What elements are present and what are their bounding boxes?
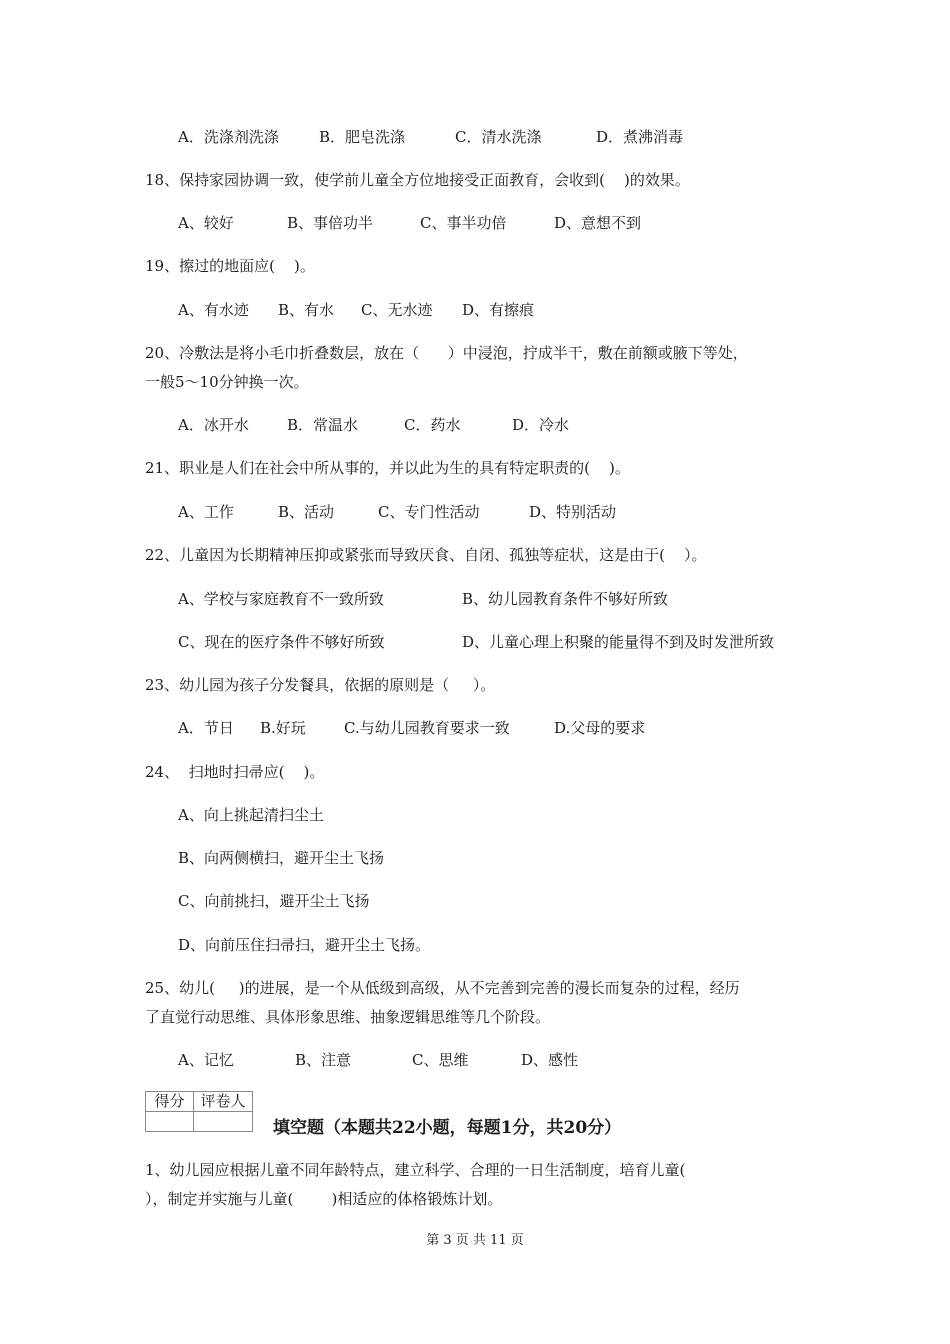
grader-cell bbox=[194, 1112, 253, 1132]
q24-option-c: C、向前挑扫，避开尘土飞扬 bbox=[178, 892, 370, 910]
question-19: 19、擦过的地面应( )。 bbox=[145, 257, 315, 275]
q21-option-c: C、专门性活动 bbox=[378, 503, 480, 521]
fill-question-1-cont: ），制定并实施与儿童( )相适应的体格锻炼计划。 bbox=[145, 1190, 503, 1208]
q18-option-d: D、意想不到 bbox=[554, 214, 642, 232]
q19-option-d: D、有擦痕 bbox=[462, 301, 535, 319]
q25-option-c: C、思维 bbox=[412, 1051, 469, 1069]
q23-option-d: D.父母的要求 bbox=[554, 719, 646, 737]
q22-option-d: D、儿童心理上积聚的能量得不到及时发泄所致 bbox=[462, 633, 775, 651]
q25-option-a: A、记忆 bbox=[178, 1051, 234, 1069]
q17-option-b: B．肥皂洗涤 bbox=[319, 128, 406, 146]
q18-option-b: B、事倍功半 bbox=[287, 214, 374, 232]
q18-option-c: C、事半功倍 bbox=[420, 214, 507, 232]
q19-option-b: B、有水 bbox=[278, 301, 335, 319]
q22-option-c: C、现在的医疗条件不够好所致 bbox=[178, 633, 385, 651]
score-table bbox=[145, 1091, 253, 1132]
q25-option-b: B、注意 bbox=[295, 1051, 352, 1069]
q17-option-d: D．煮沸消毒 bbox=[596, 128, 684, 146]
q20-option-a: A．冰开水 bbox=[178, 416, 249, 434]
score-cell bbox=[146, 1112, 194, 1132]
q20-option-d: D．冷水 bbox=[512, 416, 570, 434]
question-20: 20、冷敷法是将小毛巾折叠数层，放在（ ）中浸泡，拧成半干，敷在前额或腋下等处， bbox=[145, 344, 748, 362]
q21-option-b: B、活动 bbox=[278, 503, 335, 521]
score-header: 得分 bbox=[146, 1092, 194, 1112]
page-footer: 第 3 页 共 11 页 bbox=[426, 1233, 524, 1248]
question-25: 25、幼儿( )的进展，是一个从低级到高级，从不完善到完善的漫长而复杂的过程，经历 bbox=[145, 979, 740, 997]
q19-option-a: A、有水迹 bbox=[178, 301, 249, 319]
q22-option-b: B、幼儿园教育条件不够好所致 bbox=[462, 590, 669, 608]
question-21: 21、职业是人们在社会中所从事的，并以此为生的具有特定职责的( )。 bbox=[145, 459, 630, 477]
question-22: 22、儿童因为长期精神压抑或紧张而导致厌食、自闭、孤独等症状，这是由于( ）。 bbox=[145, 546, 707, 564]
q20-option-c: C．药水 bbox=[404, 416, 461, 434]
q24-option-b: B、向两侧横扫，避开尘土飞扬 bbox=[178, 849, 385, 867]
q24-option-a: A、向上挑起清扫尘土 bbox=[178, 806, 324, 824]
question-24: 24、 扫地时扫帚应( )。 bbox=[145, 763, 325, 781]
q23-option-a: A．节日 bbox=[178, 719, 234, 737]
grader-header: 评卷人 bbox=[194, 1092, 253, 1112]
q23-option-b: B.好玩 bbox=[260, 719, 306, 737]
question-18: 18、保持家园协调一致，使学前儿童全方位地接受正面教育，会收到( )的效果。 bbox=[145, 171, 690, 189]
section-title: 填空题（本题共22小题，每题1分，共20分） bbox=[273, 1118, 622, 1138]
q17-option-c: C．清水洗涤 bbox=[455, 128, 542, 146]
q23-option-c: C.与幼儿园教育要求一致 bbox=[344, 719, 510, 737]
q21-option-a: A、工作 bbox=[178, 503, 234, 521]
q21-option-d: D、特别活动 bbox=[529, 503, 617, 521]
q25-option-d: D、感性 bbox=[521, 1051, 579, 1069]
q19-option-c: C、无水迹 bbox=[361, 301, 433, 319]
question-23: 23、幼儿园为孩子分发餐具，依据的原则是（ ）。 bbox=[145, 676, 496, 694]
q24-option-d: D、向前压住扫帚扫，避开尘土飞扬。 bbox=[178, 936, 431, 954]
question-25-cont: 了直觉行动思维、具体形象思维、抽象逻辑思维等几个阶段。 bbox=[145, 1008, 551, 1026]
fill-question-1: 1、幼儿园应根据儿童不同年龄特点，建立科学、合理的一日生活制度，培育儿童( bbox=[145, 1161, 686, 1179]
question-20-cont: 一般5～10分钟换一次。 bbox=[145, 373, 309, 391]
q22-option-a: A、学校与家庭教育不一致所致 bbox=[178, 590, 384, 608]
q20-option-b: B．常温水 bbox=[287, 416, 359, 434]
q17-option-a: A．洗涤剂洗涤 bbox=[178, 128, 279, 146]
q18-option-a: A、较好 bbox=[178, 214, 234, 232]
